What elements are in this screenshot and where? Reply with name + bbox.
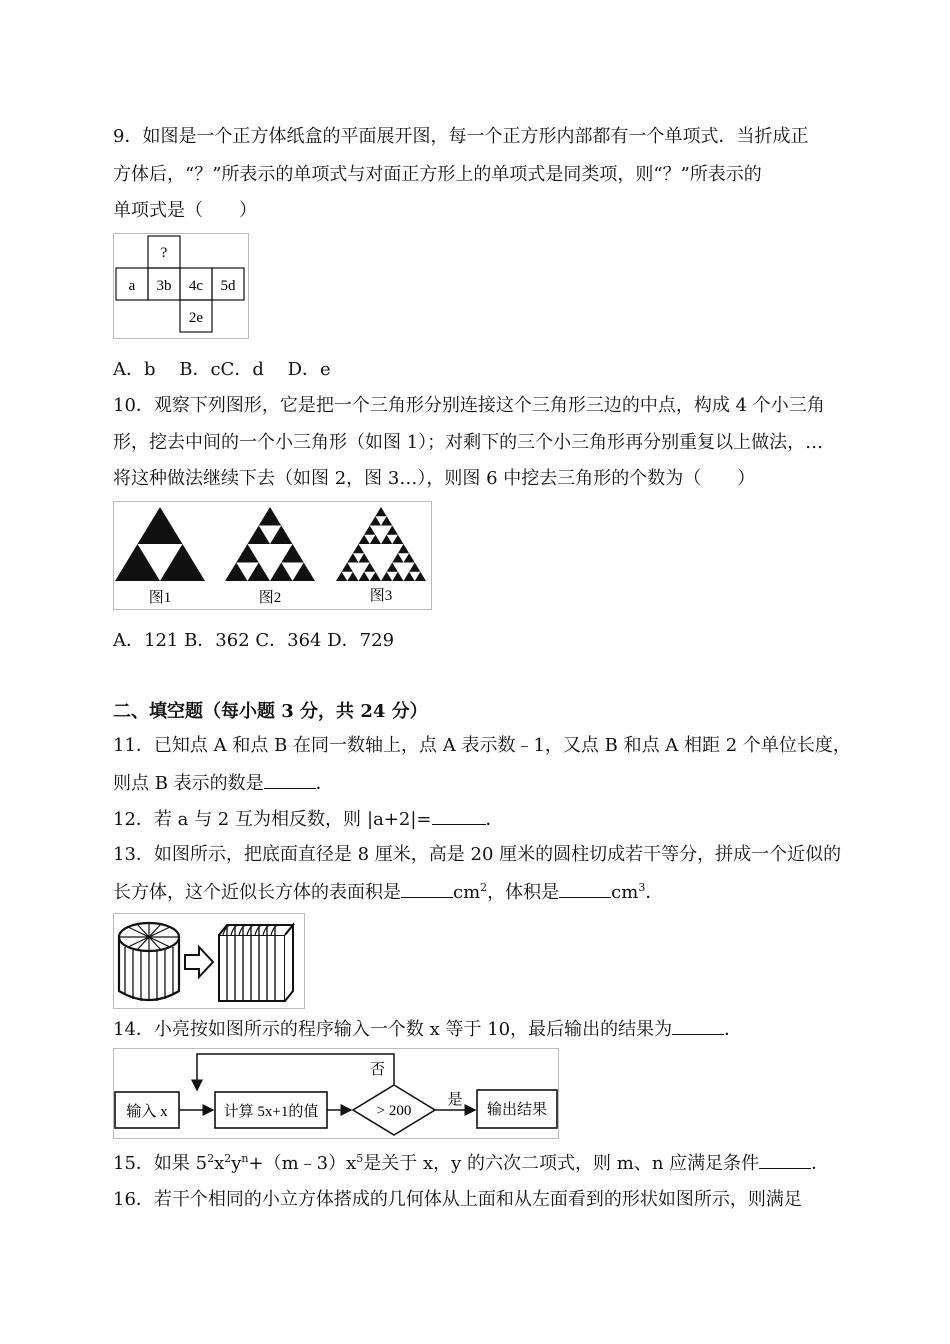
q13-area-blank	[401, 879, 453, 898]
q13-line-2: 长方体，这个近似长方体的表面积是 $cm^2$，体积是 $cm^3$．	[113, 881, 664, 903]
q15-text-end: 是关于 x，y 的六次二项式，则 m、n 应满足条件	[363, 1153, 760, 1174]
q9-line-1: 9．如图是一个正方体纸盒的平面展开图，每一个正方形内部都有一个单项式．当折成正	[113, 126, 809, 147]
q16-line-1: 16．若干个相同的小立方体搭成的几何体从上面和从左面看到的形状如图所示，则满足	[113, 1189, 802, 1210]
q12-answer-blank	[432, 806, 486, 825]
q10-line-3: 将这种做法继续下去（如图 2，图 3…），则图 6 中挖去三角形的个数为（ ）	[113, 468, 756, 489]
q13-unit-volume: cm	[611, 882, 639, 903]
q13-line-1: 13．如图所示，把底面直径是 8 厘米，高是 20 厘米的圆柱切成若干等分，拼成一个近似的	[113, 844, 842, 865]
q9-options: A．b B．cC．d D．e	[113, 359, 331, 380]
q14-text: 14．小亮按如图所示的程序输入一个数 x 等于 10，最后输出的结果为	[113, 1019, 673, 1040]
q9-line-3: 单项式是（ ）	[113, 200, 257, 221]
flow-input-label: 输入 x	[126, 1104, 168, 1120]
fig-label-1: 图1	[148, 590, 172, 606]
q12-abs-expression: a+2	[373, 809, 411, 830]
fig-label-2: 图2	[258, 590, 282, 606]
cylinder-to-cuboid-figure	[113, 913, 306, 1010]
q14-answer-blank	[672, 1016, 724, 1035]
q11-line-2-text: 则点 B 表示的数是	[113, 773, 264, 794]
q13-line-2-text: 长方体，这个近似长方体的表面积是	[113, 882, 401, 903]
q13-end: ．	[645, 882, 664, 903]
flow-compute-label: 计算 5x+1的值	[223, 1104, 319, 1120]
fig-label-3: 图3	[369, 588, 393, 604]
q15-answer-blank	[759, 1150, 811, 1169]
q11-answer-blank	[264, 770, 316, 789]
q15-text-mid: +（m﹣3）x	[248, 1153, 357, 1174]
q15-text-start: 15．如果 5	[113, 1153, 208, 1174]
q15-line: 15．如果 $5^2x^2y^n+(m﹣3)x^5$是关于 x，y 的六次二项式，则 m、n 应满足条件 ．	[113, 1152, 830, 1174]
net-cell-e: 2e	[188, 310, 204, 326]
q12-equals: =	[416, 809, 432, 830]
net-cell-b: 3b	[156, 278, 172, 294]
section-2-title: 二、填空题（每小题 3 分，共 24 分）	[113, 701, 428, 722]
flow-condition-label: > 200	[376, 1103, 412, 1119]
q12-end: ．	[485, 809, 504, 830]
flow-output-label: 输出结果	[486, 1102, 548, 1118]
q11-line-2	[113, 770, 334, 797]
q13-unit-area: cm	[453, 882, 481, 903]
program-flowchart	[113, 1048, 560, 1140]
q12-text: 12．若 a 与 2 互为相反数，则	[113, 809, 361, 830]
q14-line	[113, 1016, 742, 1043]
q9-line-2: 方体后，“？”所表示的单项式与对面正方形上的单项式是同类项，则“？”所表示的	[113, 164, 762, 185]
q11-line-1: 11．已知点 A 和点 B 在同一数轴上，点 A 表示数﹣1，又点 B 和点 A 相距 2 个单位长度，	[113, 735, 851, 756]
flow-yes-label: 是	[447, 1092, 463, 1108]
q10-options: A．121 B．362 C．364 D．729	[113, 630, 395, 651]
q12-line: 12．若 a 与 2 互为相反数，则 |a+2|= ．	[113, 806, 504, 833]
net-cell-d: 5d	[220, 278, 236, 294]
net-cell-c: 4c	[188, 278, 204, 294]
q10-line-1: 10．观察下列图形，它是把一个三角形分别连接这个三角形三边的中点，构成 4 个小三角	[113, 395, 825, 416]
q14-end: ．	[724, 1019, 743, 1040]
sierpinski-figures	[113, 501, 433, 611]
cuboid-slices-icon	[219, 925, 293, 1001]
q13-separator: ，体积是	[487, 882, 560, 903]
net-cell-top: ?	[160, 245, 168, 261]
net-cell-a: a	[128, 278, 136, 294]
cube-net-figure	[113, 233, 251, 341]
q13-volume-blank	[559, 879, 611, 898]
q10-line-2: 形，挖去中间的一个小三角形（如图 1）；对剩下的三个小三角形再分别重复以上做法，…	[113, 432, 824, 453]
q11-line-2-end: ．	[315, 773, 334, 794]
flow-no-label: 否	[369, 1062, 385, 1078]
